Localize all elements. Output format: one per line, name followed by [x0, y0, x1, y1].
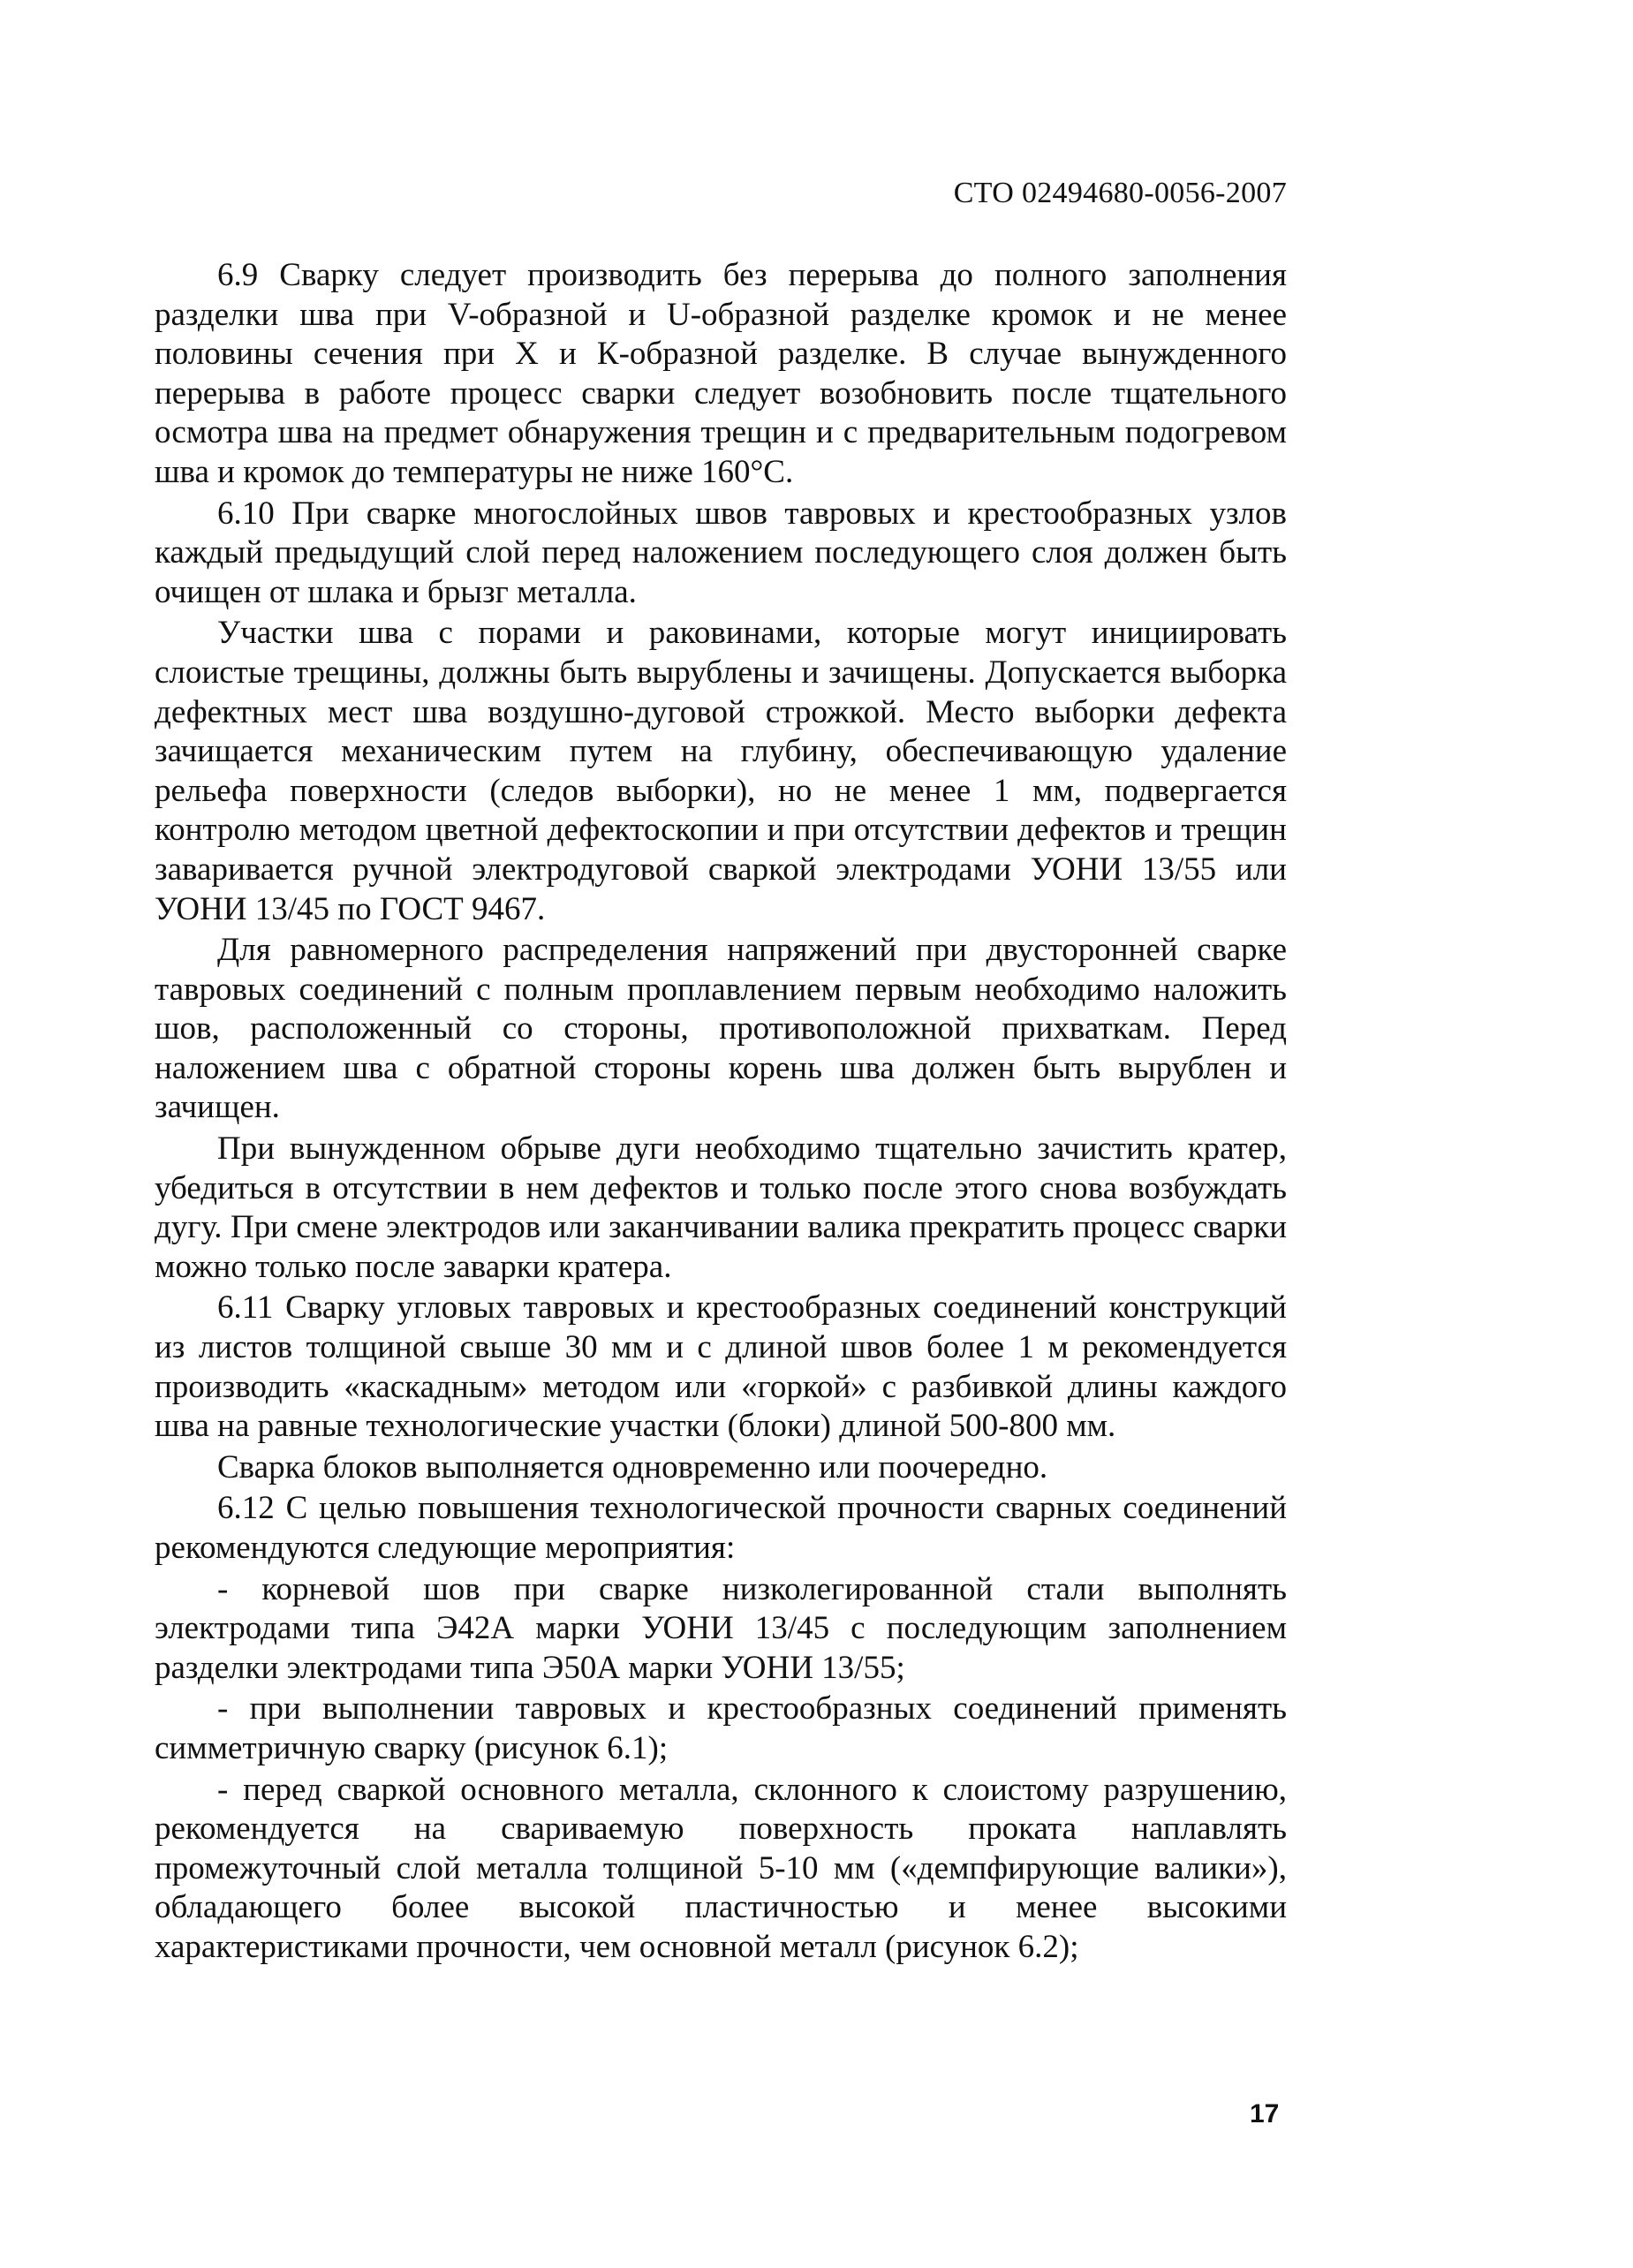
document-body	[155, 256, 1287, 1969]
list-item-damping-beads: - перед сваркой основного металла, склонного к слоистому разрушению, рекомендуется на свариваемую поверхность проката наплавлять промежуточный слой металла толщиной 5-10 мм («демпфирующие валики»), обладающего более высокой пластичностью и менее высокими характеристиками прочности, чем основной металл (рисунок 6.2);	[155, 1771, 1287, 1965]
paragraph-6-9: 6.9 Сварку следует производить без перерыва до полного заполнения разделки шва при V-образной и U-образной разделке кромок и не менее половины сечения при X и К-образной разделке. В случае вынужденного перерыва в работе процесс сварки следует возобновить после тщательного осмотра шва на предмет обнаружения трещин и с предварительным подогревом шва и кромок до температуры не ниже 160°С.	[155, 257, 1287, 490]
list-item-symmetric-welding: - при выполнении тавровых и крестообразных соединений применять симметричную сварку (рисунок 6.1);	[155, 1690, 1287, 1766]
paragraph-6-12: 6.12 С целью повышения технологической прочности сварных соединений рекомендуются следующие мероприятия:	[155, 1490, 1287, 1566]
paragraph-defect-removal: Участки шва с порами и раковинами, которые могут инициировать слоистые трещины, должны быть вырублены и зачищены. Допускается выборка дефектных мест шва воздушно-дуговой строжкой. Место выборки дефекта зачищается механическим путем на глубину, обеспечивающую удаление рельефа поверхности (следов выборки), но не менее 1 мм, подвергается контролю методом цветной дефектоскопии и при отсутствии дефектов и трещин заваривается ручной электродуговой сваркой электродами УОНИ 13/55 или УОНИ 13/45 по ГОСТ 9467.	[155, 615, 1287, 927]
paragraph-two-sided-welding: Для равномерного распределения напряжений при двусторонней сварке тавровых соединений с полным проплавлением первым необходимо наложить шов, расположенный со стороны, противоположной прихваткам. Перед наложением шва с обратной стороны корень шва должен быть вырублен и зачищен.	[155, 932, 1287, 1126]
paragraph-block-welding: Сварка блоков выполняется одновременно или поочередно.	[217, 1448, 1048, 1486]
paragraph-6-11: 6.11 Сварку угловых тавровых и крестообразных соединений конструкций из листов толщиной свыше 30 мм и с длиной швов более 1 м рекомендуется производить «каскадным» методом или «горкой» с разбивкой длины каждого шва на равные технологические участки (блоки) длиной 500-800 мм.	[155, 1289, 1287, 1445]
paragraph-6-10: 6.10 При сварке многослойных швов тавровых и крестообразных узлов каждый предыдущий слой перед наложением последующего слоя должен быть очищен от шлака и брызг металла.	[155, 495, 1287, 610]
paragraph-arc-break: При вынужденном обрыве дуги необходимо тщательно зачистить кратер, убедиться в отсутствии в нем дефектов и только после этого снова возбуждать дугу. При смене электродов или заканчивании валика прекратить процесс сварки можно только после заварки кратера.	[155, 1130, 1287, 1285]
list-item-root-seam: - корневой шов при сварке низколегированной стали выполнять электродами типа Э42А марки УОНИ 13/45 с последующим заполнением разделки электродами типа Э50А марки УОНИ 13/55;	[155, 1570, 1287, 1686]
document-code-header: СТО 02494680-0056-2007	[953, 177, 1287, 209]
page-number: 17	[1250, 2099, 1280, 2128]
